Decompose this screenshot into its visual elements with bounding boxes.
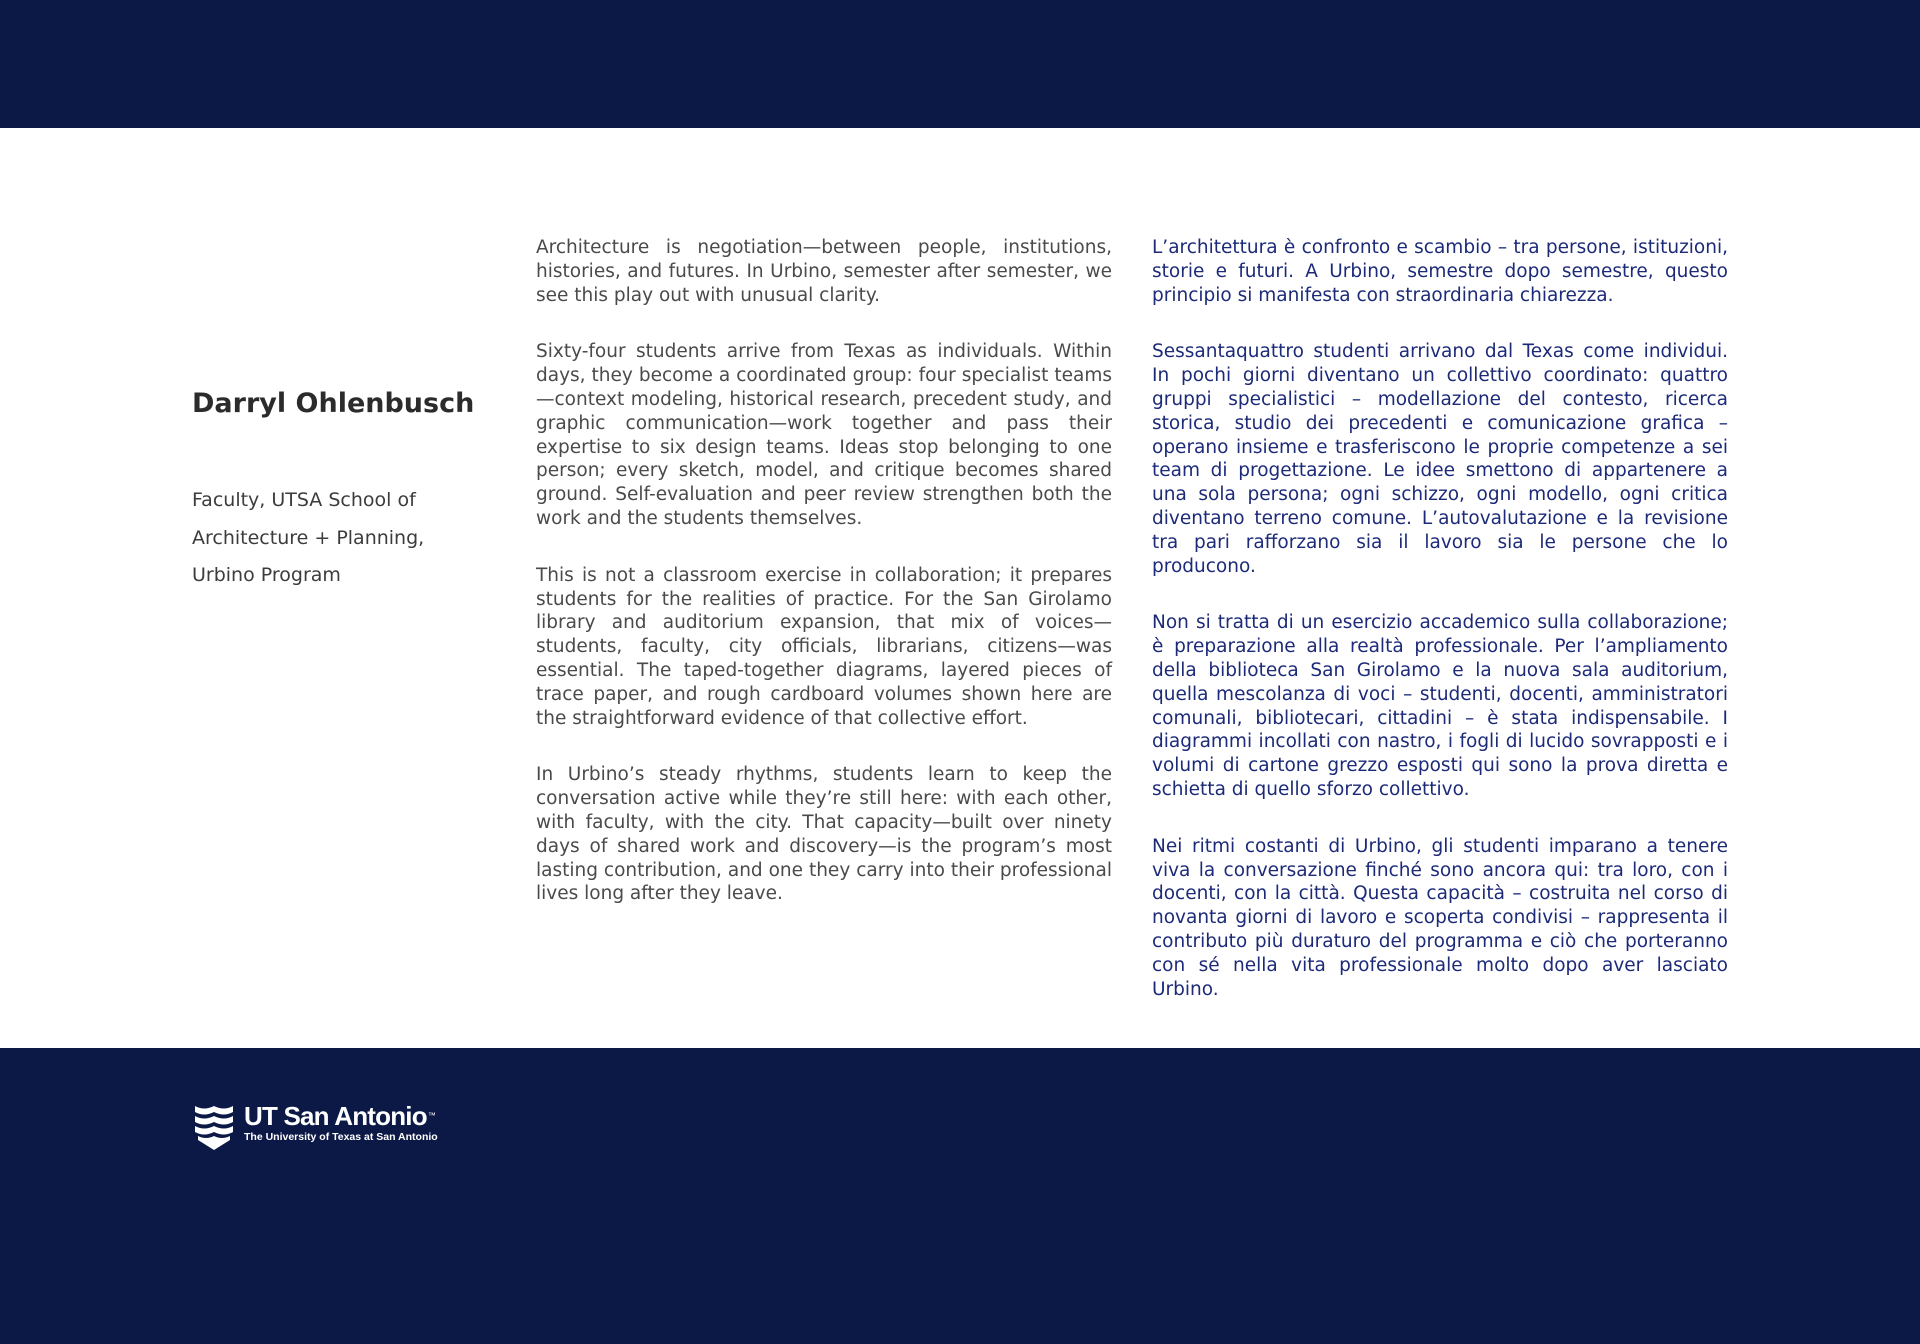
logo-wordmark [244,1102,438,1144]
affiliation-line: Architecture + Planning, [192,526,425,549]
header-band [0,0,1920,128]
italian-text-column [1152,236,1728,1034]
author-name: Darryl Ohlenbusch [192,388,475,419]
author-affiliation [192,482,492,595]
utsa-logo [192,1102,438,1152]
affiliation-line: Urbino Program [192,564,341,586]
english-paragraph: Sixty-four students arrive from Texas as individuals. Within days, they become a coordinated group: four specialist teams—context modeling, historical research, precedent study, and graphic communication—work together and pass their expertise to six design teams. Ideas stop belonging to one person; every sketch, model, and critique becomes shared ground. Self-evaluation and peer review strengthen both the work and the students themselves. [536,341,1112,529]
italian-paragraph: Nei ritmi costanti di Urbino, gli studenti imparano a tenere viva la conversazione finché sono ancora qui: tra loro, con i docenti, con la città. Questa capacità – costruita nel corso di novanta giorni di lavoro e scoperta condivisi – rappresenta il contributo più duraturo del programma e ciò che porteranno con sé nella vita professionale molto dopo aver lasciato Urbino. [1152,835,1728,1000]
logo-subtitle: The University of Texas at San Antonio [244,1131,438,1143]
english-paragraph: This is not a classroom exercise in collaboration; it prepares students for the realities of practice. For the San Girolamo library and auditorium expansion, that mix of voices—students, faculty, city officials, librarians, citizens—was essential. The taped-together diagrams, layered pieces of trace paper, and rough cardboard volumes shown here are the straightforward evidence of that collective effort. [536,564,1112,729]
italian-paragraph: L’architettura è confronto e scambio – tra persone, istituzioni, storie e futuri. A Urbino, semestre dopo semestre, questo principio si manifesta con straordinaria chiarezza. [1152,237,1728,306]
trademark-symbol: ™ [427,1111,436,1120]
english-text-column [536,236,1112,939]
footer-band [0,1048,1920,1344]
italian-paragraph: Sessantaquattro studenti arrivano dal Texas come individui. In pochi giorni diventano un collettivo coordinato: quattro gruppi specialistici – modellazione del contesto, ricerca storica, studio dei precedenti e comunicazione grafica – operano insieme e trasferiscono le proprie competenze a sei team di progettazione. Le idee smettono di appartenere a una sola persona; ogni schizzo, ogni modello, ogni critica diventano terreno comune. L’autovalutazione e la revisione tra pari rafforzano sia il lavoro sia le persone che lo producono. [1152,341,1728,577]
logo-title [244,1102,438,1130]
english-paragraph: In Urbino’s steady rhythms, students learn to keep the conversation active while they’re still here: with each other, with faculty, with the city. That capacity—built over ninety days of shared work and discovery—is the program’s most lasting contribution, and one they carry into their professional lives long after they leave. [536,764,1112,905]
affiliation-line: Faculty, UTSA School of [192,489,416,511]
utsa-wave-icon [192,1102,236,1152]
logo-title-text: UT San Antonio [244,1101,427,1131]
english-paragraph: Architecture is negotiation—between people, institutions, histories, and futures. In Urbino, semester after semester, we see this play out with unusual clarity. [536,237,1112,306]
italian-paragraph: Non si tratta di un esercizio accademico sulla collaborazione; è preparazione alla realtà professionale. Per l’ampliamento della biblioteca San Girolamo e la nuova sala auditorium, quella mescolanza di voci – studenti, docenti, amministratori comunali, bibliotecari, cittadini – è stata indispensabile. I diagrammi incollati con nastro, i fogli di lucido sovrapposti e i volumi di cartone grezzo esposti qui sono la prova diretta e schietta di quello sforzo collettivo. [1152,612,1728,800]
